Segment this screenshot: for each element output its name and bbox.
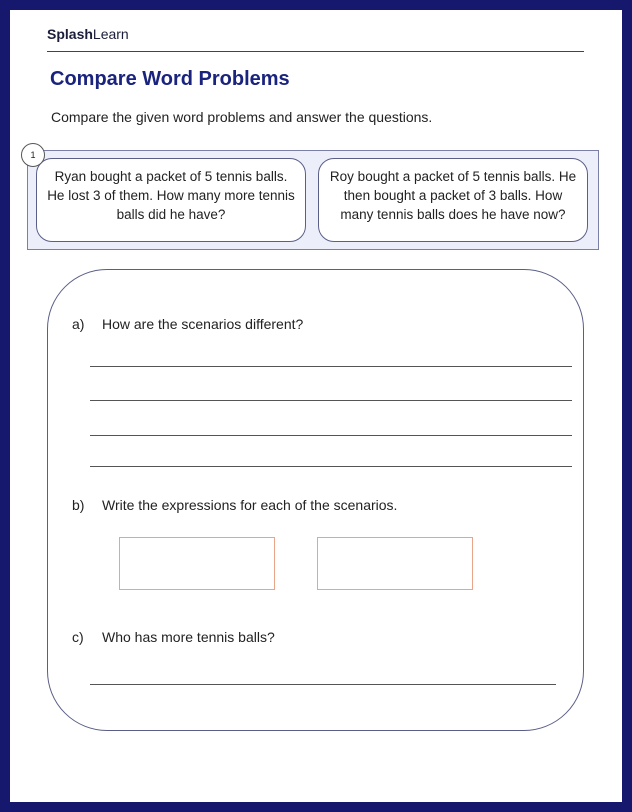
worksheet-page [10,10,622,802]
problem-number: 1 [21,143,45,167]
answer-line[interactable] [90,435,572,436]
splashlearn-logo [47,26,129,42]
question-text: Who has more tennis balls? [102,629,275,645]
scenario-card-roy: Roy bought a packet of 5 tennis balls. He then bought a packet of 3 balls. How many tennis balls does he have now? [318,158,588,242]
logo-regular: Learn [92,26,129,42]
question-label: a) [72,316,85,332]
answer-line[interactable] [90,366,572,367]
question-text: How are the scenarios different? [102,316,304,332]
expression-box-roy[interactable] [317,537,473,590]
question-label: b) [72,497,85,513]
answer-line[interactable] [90,684,556,685]
question-text: Write the expressions for each of the scenarios. [102,497,398,513]
expression-box-ryan[interactable] [119,537,275,590]
header-divider [47,51,584,52]
answer-line[interactable] [90,400,572,401]
scenario-card-ryan: Ryan bought a packet of 5 tennis balls. He lost 3 of them. How many more tennis balls did he have? [36,158,306,242]
answer-line[interactable] [90,466,572,467]
page-title: Compare Word Problems [50,68,290,90]
question-label: c) [72,629,84,645]
instructions: Compare the given word problems and answer the questions. [51,109,433,125]
logo-bold: Splash [47,26,93,42]
